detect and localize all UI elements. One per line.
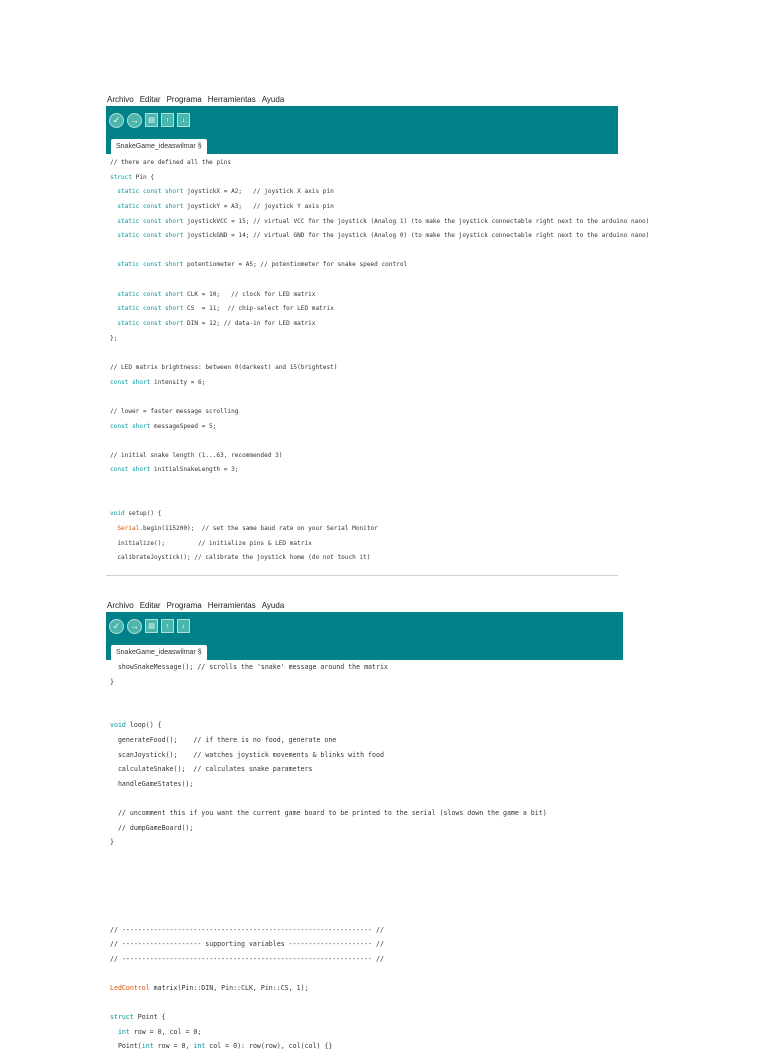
ide-window-2 (106, 598, 623, 1051)
toolbar (106, 612, 623, 640)
menu-archivo[interactable]: Archivo (107, 600, 134, 610)
toolbar (106, 106, 618, 134)
code-line: static const short joystickVCC = 15; // virtual VCC for the joystick (Analog 1) (to make the joystick connectable right next to the arduino nano) (117, 217, 650, 225)
code-line: scanJoystick(); // watches joystick movements & blinks with food (110, 750, 384, 759)
tab-bar (106, 134, 618, 154)
menu-herramientas[interactable]: Herramientas (207, 600, 256, 610)
code-line: static const short DIN = 12; // data-in for LED matrix (117, 320, 316, 328)
open-icon[interactable]: ↑ (161, 113, 174, 127)
code-line: // dumpGameBoard(); (110, 823, 194, 832)
code-line (110, 244, 618, 259)
code-line (110, 689, 623, 704)
menu-ayuda[interactable]: Ayuda (261, 94, 285, 104)
code-line (110, 493, 618, 508)
code-line: const short initialSnakeLength = 3; (110, 466, 239, 474)
code-line: int row = 0, col = 0; (117, 1027, 202, 1036)
code-line: struct Pin { (110, 173, 155, 181)
menu-bar (106, 598, 623, 612)
code-line: static const short potentiometer = A5; // potentiometer for snake speed control (117, 261, 408, 269)
save-icon[interactable]: ↓ (177, 619, 190, 633)
upload-icon[interactable]: → (127, 113, 142, 128)
code-line: } (110, 677, 114, 686)
menu-programa[interactable]: Programa (166, 600, 202, 610)
code-line: static const short joystickY = A3; // joystick Y axis pin (117, 202, 334, 210)
code-line: calibrateJoystick(); // calibrate the joystick home (do not touch it) (110, 554, 371, 562)
code-line: static const short joystickX = A2; // joystick X axis pin (117, 188, 334, 196)
code-line: static const short CLK = 10; // clock for LED matrix (117, 290, 316, 298)
code-line: // -------------------- supporting variables --------------------- // (110, 940, 384, 949)
code-line: struct Point { (110, 1013, 166, 1022)
code-line (110, 864, 623, 879)
code-line (110, 908, 623, 923)
tab-sketch[interactable]: SnakeGame_ideaswilmar § (111, 645, 207, 660)
code-line (110, 390, 618, 405)
code-editor[interactable] (106, 154, 650, 562)
code-line: handleGameStates(); (110, 779, 194, 788)
save-icon[interactable]: ↓ (177, 113, 190, 127)
open-icon[interactable]: ↑ (161, 619, 174, 633)
code-line: // initial snake length (1...63, recommended 3) (110, 451, 283, 459)
code-line: // LED matrix brightness: between 0(darkest) and 15(brightest) (110, 363, 338, 371)
ide-window-1 (106, 92, 650, 562)
code-line: const short messageSpeed = 5; (110, 422, 217, 430)
verify-icon[interactable]: ✓ (109, 619, 124, 634)
tab-bar (106, 640, 623, 660)
menu-archivo[interactable]: Archivo (107, 94, 134, 104)
code-line: calculateSnake(); // calculates snake parameters (110, 765, 313, 774)
code-line: LedControl matrix(Pin::DIN, Pin::CLK, Pin::CS, 1); (110, 984, 309, 993)
code-line: // --------------------------------------------------------------- // (110, 925, 384, 934)
code-line: // --------------------------------------------------------------- // (110, 954, 384, 963)
code-line: // uncomment this if you want the current game board to be printed to the serial (slows down the game a bit) (110, 808, 547, 817)
code-line (110, 273, 618, 288)
tab-sketch[interactable]: SnakeGame_ideaswilmar § (111, 139, 207, 154)
code-line (110, 434, 618, 449)
menu-herramientas[interactable]: Herramientas (207, 94, 256, 104)
code-line (110, 704, 623, 719)
code-line: // there are defined all the pins (110, 159, 232, 166)
code-editor[interactable] (106, 660, 623, 1051)
code-line: static const short joystickGND = 14; // virtual GND for the joystick (Analog 0) (to make the joystick connectable right next to the arduino nano) (117, 232, 650, 240)
new-icon[interactable]: ▤ (145, 113, 158, 127)
menu-programa[interactable]: Programa (166, 94, 202, 104)
menu-ayuda[interactable]: Ayuda (261, 600, 285, 610)
code-line: }; (110, 334, 118, 342)
code-line: Serial.begin(115200); // set the same baud rate on your Serial Monitor (117, 525, 378, 533)
new-icon[interactable]: ▤ (145, 619, 158, 633)
code-line: void setup() { (110, 510, 162, 518)
code-line (110, 894, 623, 909)
code-line (110, 850, 623, 865)
code-line (110, 346, 618, 361)
menu-editar[interactable]: Editar (139, 94, 161, 104)
code-line: initialize(); // initialize pins & LED matrix (110, 539, 312, 547)
upload-icon[interactable]: → (127, 619, 142, 634)
code-line (110, 879, 623, 894)
code-line: } (110, 838, 114, 847)
menu-bar (106, 92, 618, 106)
code-line: const short intensity = 6; (110, 378, 206, 386)
code-line (110, 966, 623, 981)
menu-editar[interactable]: Editar (139, 600, 161, 610)
code-line (110, 996, 623, 1011)
verify-icon[interactable]: ✓ (109, 113, 124, 128)
code-line: static const short CS = 11; // chip-select for LED matrix (117, 305, 334, 313)
code-line: generateFood(); // if there is no food, generate one (110, 735, 337, 744)
editor-bottom-border (106, 575, 618, 576)
code-line: showSnakeMessage(); // scrolls the 'snake' message around the matrix (110, 663, 388, 671)
code-line: void loop() { (110, 721, 162, 730)
code-line: Point(int row = 0, int col = 0): row(row), col(col) {} (110, 1042, 333, 1051)
code-line (110, 791, 623, 806)
code-line (110, 478, 618, 493)
code-line: // lower = faster message scrolling (110, 407, 239, 415)
